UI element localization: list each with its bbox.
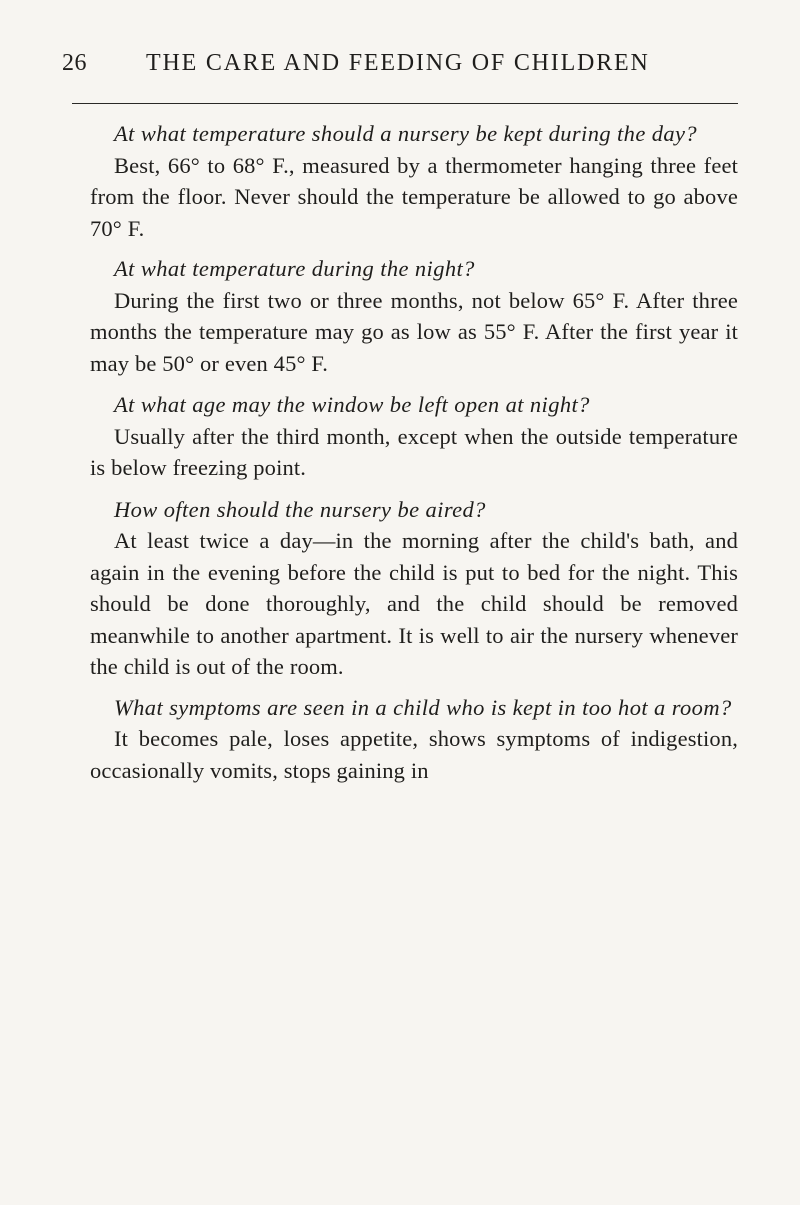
question-text: At what temperature during the night?	[114, 256, 475, 281]
question-text: At what temperature should a nursery be kept during the day?	[114, 121, 698, 146]
header-rule	[72, 103, 738, 104]
page-content	[90, 118, 738, 786]
qa-entry-day-temperature	[90, 118, 738, 244]
question-text: At what age may the window be left open at night?	[114, 392, 590, 417]
question-text: How often should the nursery be aired?	[114, 496, 486, 522]
qa-entry-nursery-aired	[90, 494, 738, 683]
page-header	[62, 50, 738, 80]
answer-text: Usually after the third month, except when the outside temperature is below freezing point.	[90, 423, 738, 480]
running-title: THE CARE AND FEEDING OF CHILDREN	[146, 50, 650, 76]
question-text: What symptoms are seen in a child who is kept in too hot a room?	[114, 694, 732, 720]
answer-text: During the first two or three months, not below 65° F. After three months the temperature may go as low as 55° F. After the first year it may be 50° or even 45° F.	[90, 287, 738, 376]
answer-text: It becomes pale, loses appetite, shows symptoms of indigestion, occasionally vomits, stops gaining in	[90, 726, 738, 783]
answer-text: Best, 66° to 68° F., measured by a thermometer hanging three feet from the floor. Never should the temperature be allowed to go above 70° F.	[90, 152, 738, 241]
page-number: 26	[62, 50, 87, 76]
qa-entry-night-temperature	[90, 253, 738, 379]
answer-text: At least twice a day—in the morning after the child's bath, and again in the evening before the child is put to bed for the night. This should be done thoroughly, and the child should be removed meanwhile to another apartment. It is well to air the nursery whenever the child is out of the room.	[90, 528, 738, 679]
qa-entry-hot-room-symptoms	[90, 692, 738, 787]
qa-entry-window-open	[90, 389, 738, 484]
